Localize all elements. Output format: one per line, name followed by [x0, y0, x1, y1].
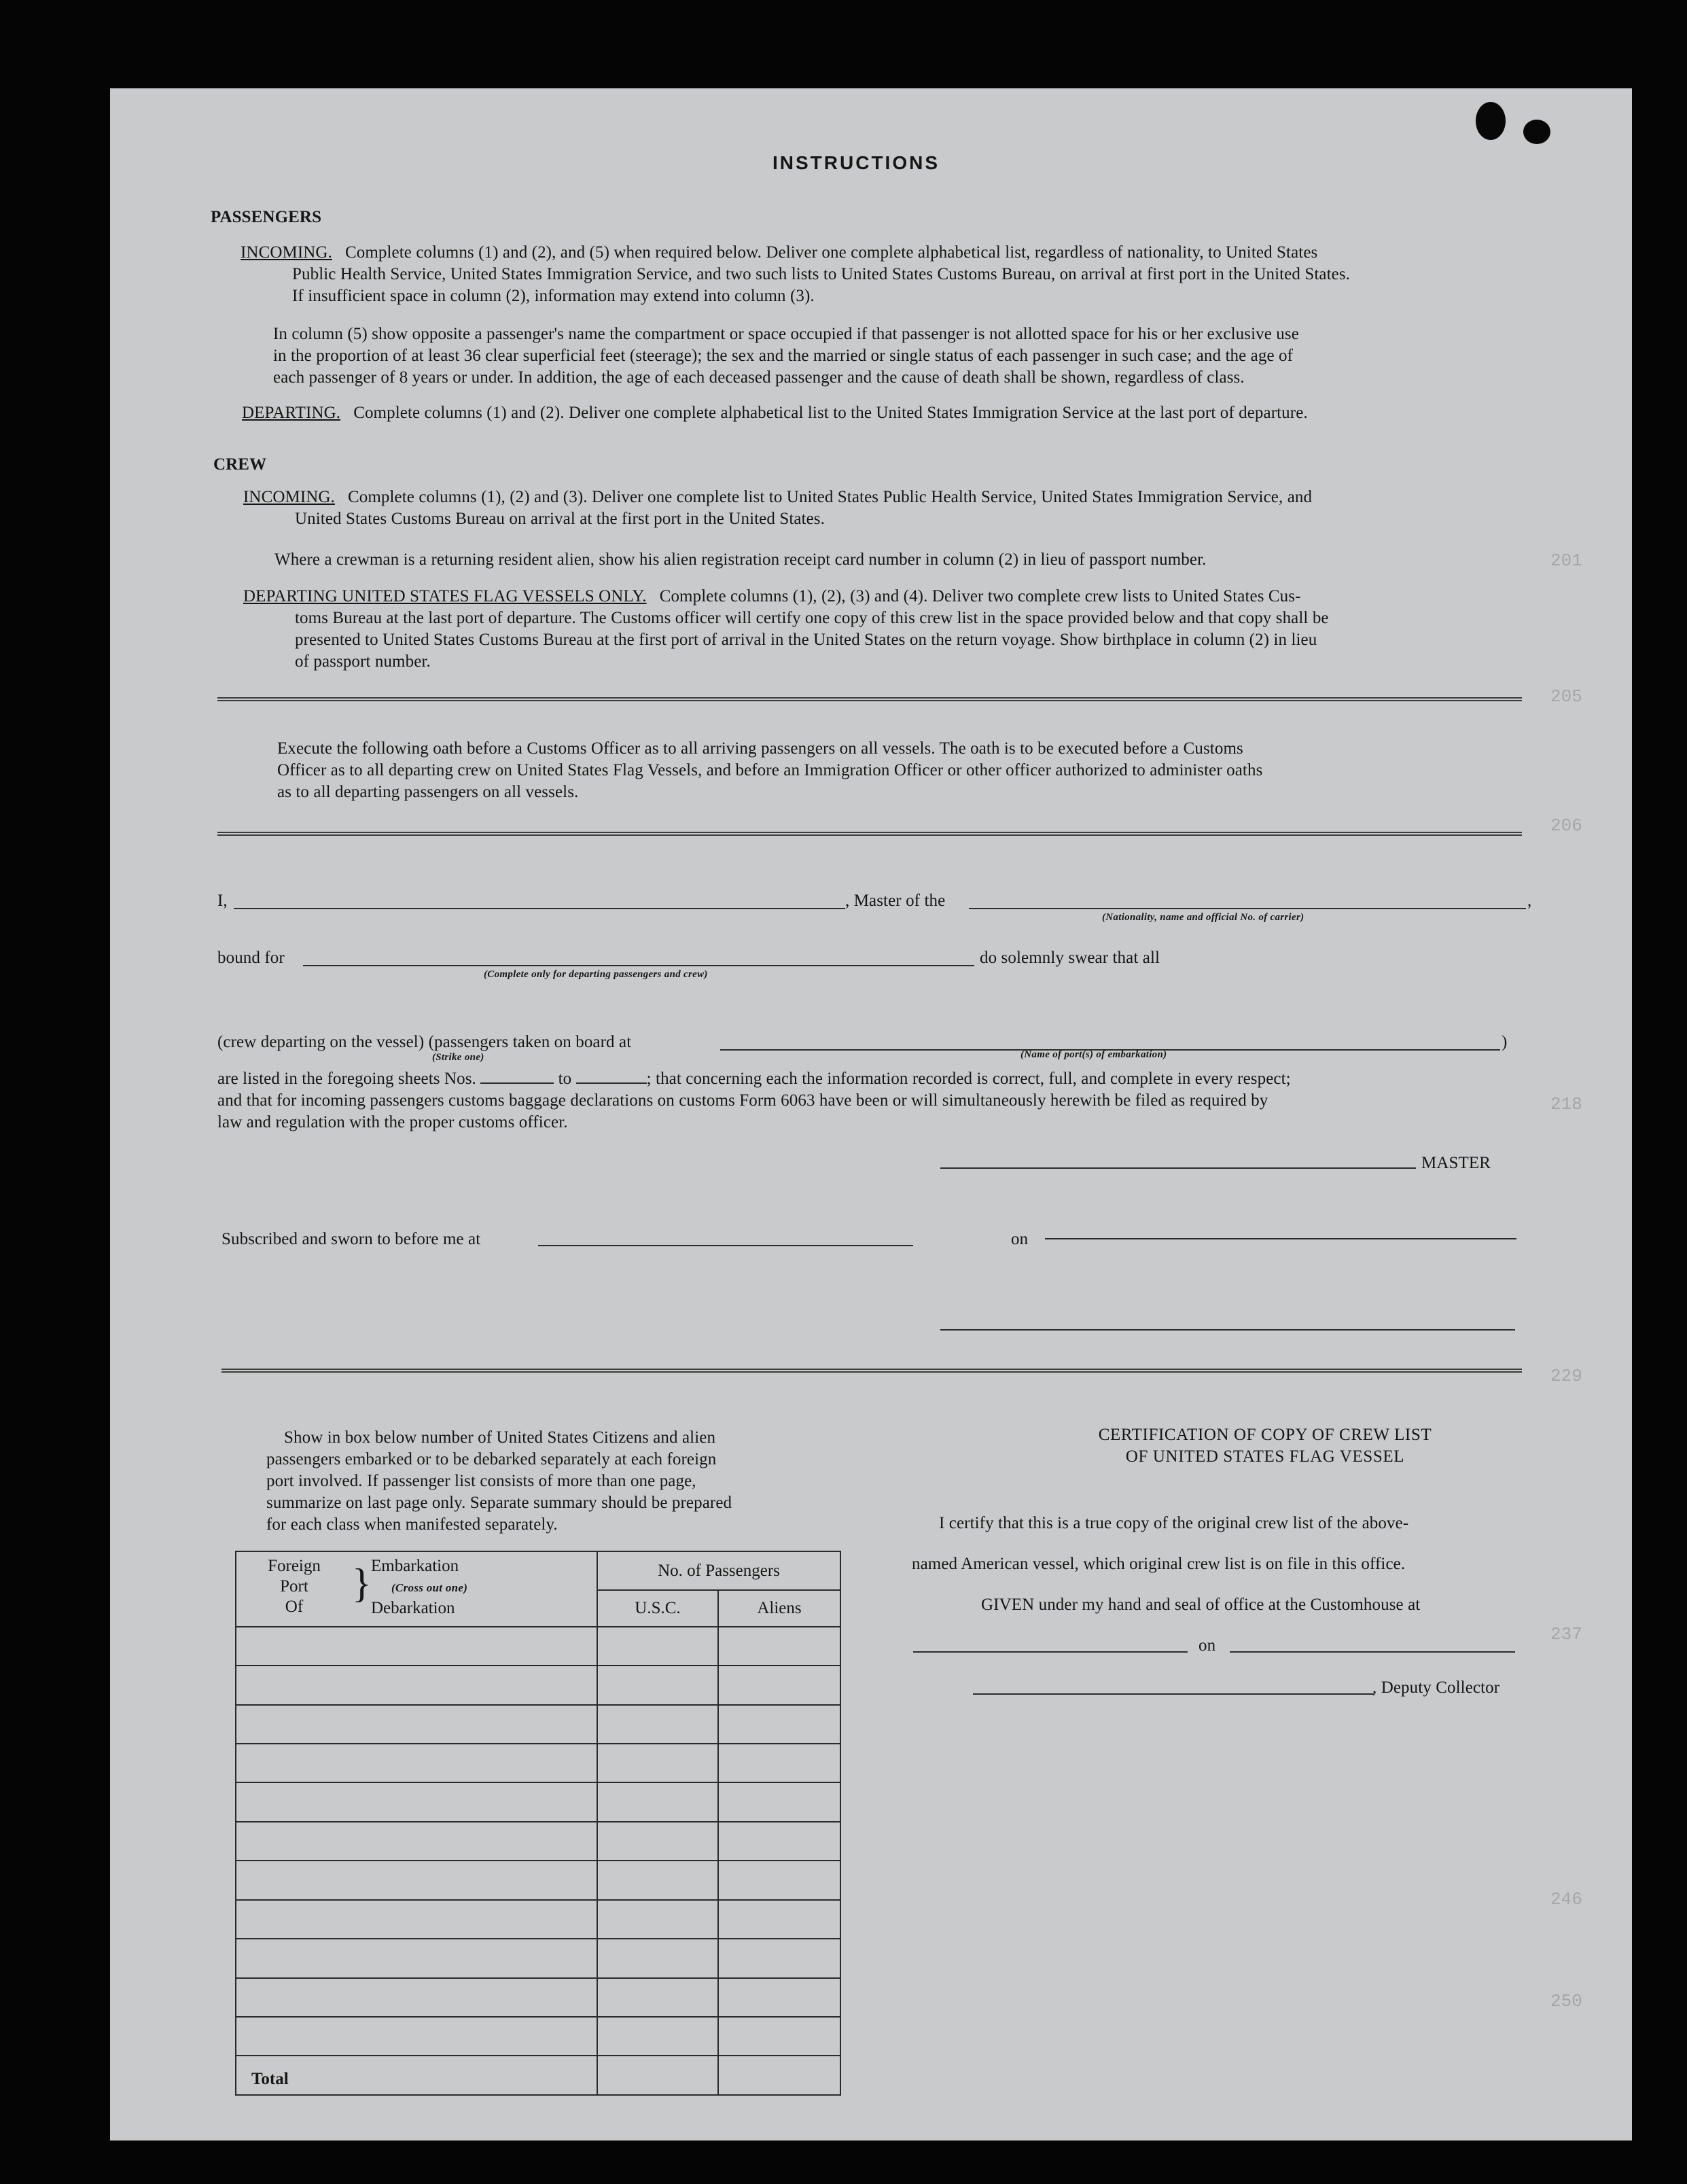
bound-for-field[interactable]: [303, 965, 974, 966]
passengers-incoming-line: Public Health Service, United States Immigration Service, and two such lists to United States Customs Bureau, on arrival at first port in the United States.: [292, 265, 1350, 283]
port-header-cell: [236, 1551, 597, 1627]
certification-title-line: CERTIFICATION OF COPY OF CREW LIST: [1098, 1426, 1432, 1444]
port-cell[interactable]: [236, 1782, 597, 1821]
column5-line: each passenger of 8 years or under. In addition, the age of each deceased passenger and the cause of death shall be shown, regardless of class.: [273, 368, 1245, 387]
summary-line: passengers embarked or to be debarked separately at each foreign: [266, 1450, 717, 1468]
port-cell[interactable]: [236, 1939, 597, 1977]
port-cell[interactable]: [236, 1705, 597, 1744]
crew-incoming-line: United States Customs Bureau on arrival at the first port in the United States.: [295, 510, 825, 528]
usc-total-cell[interactable]: [597, 2056, 718, 2095]
deputy-signature-field[interactable]: [973, 1693, 1374, 1695]
passengers-departing-text: Complete columns (1) and (2). Deliver one complete alphabetical list to the United States Immigration Service at the last port of departure.: [353, 404, 1308, 422]
column5-line: in the proportion of at least 36 clear superficial feet (steerage); the sex and the married or single status of each passenger in such case; and the age of: [273, 347, 1294, 365]
column5-line: In column (5) show opposite a passenger's name the compartment or space occupied if that passenger is not allotted space for his or her exclusive use: [273, 325, 1299, 343]
aliens-cell[interactable]: [718, 2017, 840, 2056]
aliens-cell[interactable]: [718, 1627, 840, 1666]
listed-suffix: ; that concerning each the information recorded is correct, full, and complete in every respect;: [646, 1070, 1291, 1088]
bleed-through-text: 206: [1550, 815, 1582, 836]
summary-line: summarize on last page only. Separate summary should be prepared: [266, 1494, 732, 1512]
certification-title: [1007, 1424, 1523, 1468]
aliens-header: Aliens: [718, 1590, 840, 1626]
certification-title-line: OF UNITED STATES FLAG VESSEL: [1125, 1447, 1405, 1466]
bound-for-caption: (Complete only for departing passengers and crew): [484, 969, 708, 980]
aliens-cell[interactable]: [718, 1939, 840, 1977]
page-heading: INSTRUCTIONS: [773, 152, 940, 173]
port-cell[interactable]: [236, 1666, 597, 1704]
customhouse-field[interactable]: [913, 1651, 1188, 1653]
crew-incoming-paragraph: [243, 487, 1548, 530]
crew-departing-line: Complete columns (1), (2), (3) and (4). Deliver two complete crew lists to United States Cus-: [659, 587, 1301, 605]
oath-intro-line: as to all departing passengers on all vessels.: [277, 783, 579, 801]
comma: ,: [1527, 892, 1532, 910]
vessel-name-field[interactable]: [969, 908, 1526, 909]
passengers-incoming-label: INCOMING.: [241, 243, 332, 262]
passengers-title: PASSENGERS: [211, 208, 322, 226]
aliens-total-cell[interactable]: [718, 2056, 840, 2095]
usc-cell[interactable]: [597, 1782, 718, 1821]
bleed-through-text: 218: [1550, 1094, 1582, 1114]
certification-date-field[interactable]: [1230, 1651, 1515, 1653]
passengers-incoming-line: Complete columns (1) and (2), and (5) when required below. Deliver one complete alphabetical list, regardless of nationality, to United States: [344, 243, 1318, 262]
oath-line: and that for incoming passengers customs baggage declarations on customs Form 6063 have been or will simultaneously herewith be filed as required by: [217, 1091, 1268, 1110]
master-label: MASTER: [1421, 1154, 1491, 1172]
aliens-cell[interactable]: [718, 1744, 840, 1782]
aliens-cell[interactable]: [718, 1705, 840, 1744]
passengers-incoming-line: If insufficient space in column (2), information may extend into column (3).: [292, 287, 815, 305]
usc-header: U.S.C.: [597, 1590, 718, 1626]
port-cell[interactable]: [236, 1978, 597, 2017]
master-signature-field[interactable]: [940, 1167, 1416, 1169]
aliens-cell[interactable]: [718, 1900, 840, 1939]
section-divider: [217, 832, 1522, 836]
usc-cell[interactable]: [597, 1900, 718, 1939]
foreign-word: Foreign: [268, 1557, 321, 1575]
aliens-cell[interactable]: [718, 1978, 840, 2017]
deputy-collector-label: , Deputy Collector: [1372, 1678, 1500, 1697]
port-cell[interactable]: [236, 1900, 597, 1939]
usc-cell[interactable]: [597, 1666, 718, 1704]
to-label: to: [558, 1070, 572, 1088]
section-divider: [217, 697, 1522, 701]
ink-blot: [1523, 120, 1550, 144]
close-paren: ): [1502, 1033, 1508, 1051]
master-of-label: , Master of the: [845, 892, 946, 910]
aliens-cell[interactable]: [718, 1782, 840, 1821]
passenger-summary-table: [235, 1551, 841, 2096]
listed-prefix: are listed in the foregoing sheets Nos.: [217, 1070, 476, 1088]
crew-departing-line: toms Bureau at the last port of departure. The Customs officer will certify one copy of this crew list in the space provided below and that copy shall be: [295, 609, 1329, 627]
sheet-from-field[interactable]: [480, 1070, 554, 1084]
port-cell[interactable]: [236, 2017, 597, 2056]
usc-cell[interactable]: [597, 1705, 718, 1744]
nationality-caption: (Nationality, name and official No. of carrier): [1102, 912, 1304, 923]
oath-intro-line: Officer as to all departing crew on United States Flag Vessels, and before an Immigration Officer or other officer authorized to administer oaths: [277, 761, 1263, 779]
oath-i-label: I,: [217, 892, 228, 910]
bleed-through-text: 246: [1550, 1889, 1582, 1909]
certification-on-label: on: [1198, 1636, 1216, 1655]
crew-departing-label: (crew departing on the vessel) (passengers taken on board at: [217, 1033, 632, 1051]
usc-cell[interactable]: [597, 1627, 718, 1666]
summary-line: Show in box below number of United States Citizens and alien: [284, 1428, 716, 1447]
master-name-field[interactable]: [234, 908, 845, 909]
passengers-departing-label: DEPARTING.: [242, 404, 341, 422]
document-page: [110, 88, 1632, 2141]
bleed-through-text: 201: [1550, 550, 1582, 571]
total-label: Total: [236, 2056, 597, 2095]
foreign-port-of-label: [236, 1556, 352, 1617]
subscribed-on-label: on: [1011, 1230, 1029, 1248]
port-cell[interactable]: [236, 1627, 597, 1666]
subscribed-date-field[interactable]: [1045, 1238, 1516, 1239]
oath-intro-paragraph: [277, 738, 1527, 803]
sheet-to-field[interactable]: [576, 1070, 647, 1084]
usc-cell[interactable]: [597, 1744, 718, 1782]
of-word: Of: [285, 1598, 304, 1616]
aliens-cell[interactable]: [718, 1861, 840, 1899]
subscribed-label: Subscribed and sworn to before me at: [221, 1230, 481, 1248]
given-line: GIVEN under my hand and seal of office at the Customhouse at: [981, 1596, 1421, 1614]
aliens-cell[interactable]: [718, 1666, 840, 1704]
bound-for-label: bound for: [217, 949, 285, 967]
no-of-passengers-header: No. of Passengers: [597, 1551, 840, 1590]
crew-title: CREW: [213, 455, 267, 474]
aliens-cell[interactable]: [718, 1822, 840, 1861]
crew-incoming-label: INCOMING.: [243, 488, 335, 506]
certify-line: named American vessel, which original crew list is on file in this office.: [912, 1555, 1406, 1573]
ink-blot: [1476, 102, 1506, 140]
cross-out-caption: (Cross out one): [391, 1581, 468, 1594]
port-cell[interactable]: [236, 1744, 597, 1782]
debarkation-option[interactable]: Debarkation: [371, 1599, 455, 1617]
crew-resident-alien-text: Where a crewman is a returning resident alien, show his alien registration receipt card number in column (2) in lieu of passport number.: [274, 550, 1207, 569]
usc-cell[interactable]: [597, 1978, 718, 2017]
swear-label: do solemnly swear that all: [980, 949, 1160, 967]
oath-statement: [217, 1068, 1542, 1133]
embarkation-option[interactable]: Embarkation: [371, 1557, 459, 1575]
certify-line: I certify that this is a true copy of the original crew list of the above-: [939, 1514, 1409, 1532]
port-cell[interactable]: [236, 1861, 597, 1899]
crew-incoming-line: Complete columns (1), (2) and (3). Deliver one complete list to United States Public Health Service, United States Immigration Service, and: [347, 488, 1313, 506]
brace-icon: }: [352, 1561, 372, 1606]
bleed-through-text: 229: [1550, 1366, 1582, 1386]
crew-departing-paragraph: [243, 586, 1550, 673]
port-cell[interactable]: [236, 1822, 597, 1861]
port-word: Port: [280, 1577, 308, 1596]
oath-intro-line: Execute the following oath before a Customs Officer as to all arriving passengers on all vessels. The oath is to be executed before a Customs: [277, 739, 1243, 758]
passengers-incoming-paragraph: [241, 242, 1545, 307]
crew-departing-label: DEPARTING UNITED STATES FLAG VESSELS ONLY.: [243, 587, 647, 605]
bleed-through-text: 237: [1550, 1624, 1582, 1644]
usc-cell[interactable]: [597, 1939, 718, 1977]
usc-cell[interactable]: [597, 2017, 718, 2056]
oath-line: law and regulation with the proper customs officer.: [217, 1113, 568, 1131]
strike-one-caption: (Strike one): [432, 1052, 484, 1063]
summary-instructions: [266, 1427, 864, 1536]
crew-departing-line: presented to United States Customs Bureau at the first port of arrival in the United States on the return voyage. Show birthplace in column (2) in lieu: [295, 631, 1317, 649]
crew-departing-line: of passport number.: [295, 652, 431, 671]
section-divider: [221, 1369, 1522, 1373]
ports-caption: (Name of port(s) of embarkation): [1020, 1049, 1167, 1060]
summary-line: for each class when manifested separately.: [266, 1515, 558, 1534]
usc-cell[interactable]: [597, 1861, 718, 1899]
subscribed-place-field[interactable]: [538, 1245, 913, 1246]
passengers-departing-paragraph: [242, 402, 1546, 424]
usc-cell[interactable]: [597, 1822, 718, 1861]
officer-signature-field[interactable]: [940, 1329, 1515, 1331]
bleed-through-text: 250: [1550, 1991, 1582, 2011]
bleed-through-text: 205: [1550, 686, 1582, 707]
summary-line: port involved. If passenger list consists of more than one page,: [266, 1472, 696, 1490]
passengers-column5-paragraph: [273, 323, 1545, 389]
